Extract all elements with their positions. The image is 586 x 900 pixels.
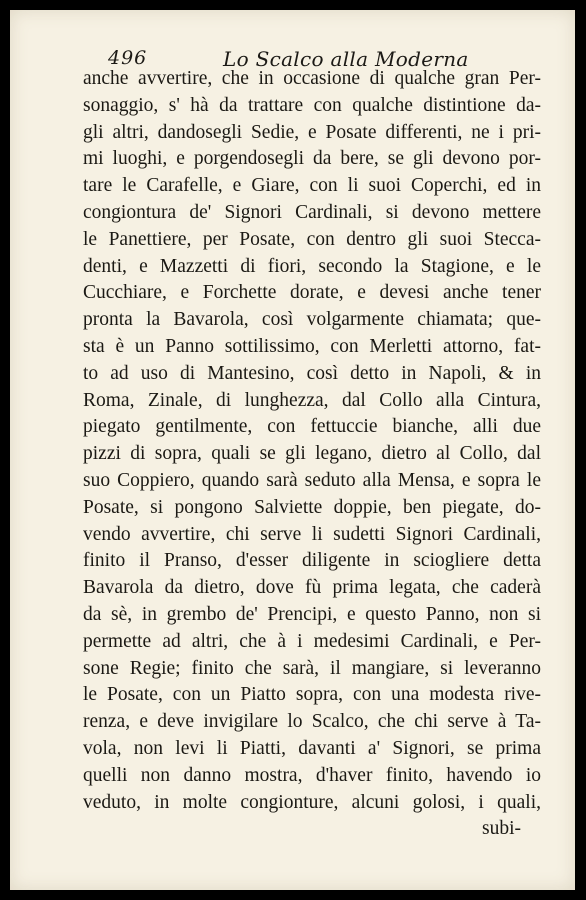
text-line: pizzi di sopra, quali se gli legano, dietro al Collo, dal: [83, 443, 541, 465]
text-line: renza, e deve invigilare lo Scalco, che chi serve à Ta-: [83, 711, 541, 733]
text-line: le Posate, con un Piatto sopra, con una modesta rive-: [83, 684, 541, 706]
text-line: le Panettiere, per Posate, con dentro gli suoi Stecca-: [83, 228, 541, 250]
text-line: da sè, in grembo de' Prencipi, e questo Panno, non si: [83, 603, 541, 625]
text-line: congiontura de' Signori Cardinali, si devono mettere: [83, 201, 541, 223]
text-line: to ad uso di Mantesino, così detto in Napoli, & in: [83, 362, 541, 384]
text-line: piegato gentilmente, con fettuccie bianche, alli due: [83, 416, 541, 438]
text-line: sta è un Panno sottilissimo, con Merletti attorno, fat-: [83, 335, 541, 357]
body-text: [83, 66, 541, 843]
text-line: permette ad altri, che à i medesimi Cardinali, e Per-: [83, 630, 541, 652]
running-title: Lo Scalco alla Moderna: [223, 47, 469, 71]
text-line: veduto, in molte congionture, alcuni golosi, i quali,: [83, 791, 541, 813]
text-line: vola, non levi li Piatti, davanti a' Signori, se prima: [83, 737, 541, 759]
text-line: finito il Pranso, d'esser diligente in sciogliere detta: [83, 550, 541, 572]
text-line: Bavarola da dietro, dove fù prima legata, che caderà: [83, 577, 541, 599]
page-number: 496: [108, 47, 148, 69]
text-line: suo Coppiero, quando sarà seduto alla Mensa, e sopra le: [83, 469, 541, 491]
text-line: gli altri, dandosegli Sedie, e Posate differenti, ne i pri-: [83, 121, 541, 143]
text-line: Roma, Zinale, di lunghezza, dal Collo alla Cintura,: [83, 389, 541, 411]
text-line: Posate, si pongono Salviette doppie, ben piegate, do-: [83, 496, 541, 518]
text-line: Cucchiare, e Forchette dorate, e devesi anche tener: [83, 282, 541, 304]
text-line: vendo avvertire, chi serve li sudetti Signori Cardinali,: [83, 523, 541, 545]
text-line: quelli non danno mostra, d'haver finito, havendo io: [83, 764, 541, 786]
catchword: subi-: [482, 818, 521, 840]
text-line: mi luoghi, e porgendosegli da bere, se gli devono por-: [83, 148, 541, 170]
text-line: denti, e Mazzetti di fiori, secondo la Stagione, e le: [83, 255, 541, 277]
text-line: sonaggio, s' hà da trattare con qualche distintione da-: [83, 94, 541, 116]
text-line: sone Regie; finito che sarà, il mangiare, si leveranno: [83, 657, 541, 679]
text-line: anche avvertire, che in occasione di qualche gran Per-: [83, 68, 541, 89]
text-line: tare le Carafelle, e Giare, con li suoi Coperchi, ed in: [83, 175, 541, 197]
text-line: pronta la Bavarola, così volgarmente chiamata; que-: [83, 309, 541, 331]
